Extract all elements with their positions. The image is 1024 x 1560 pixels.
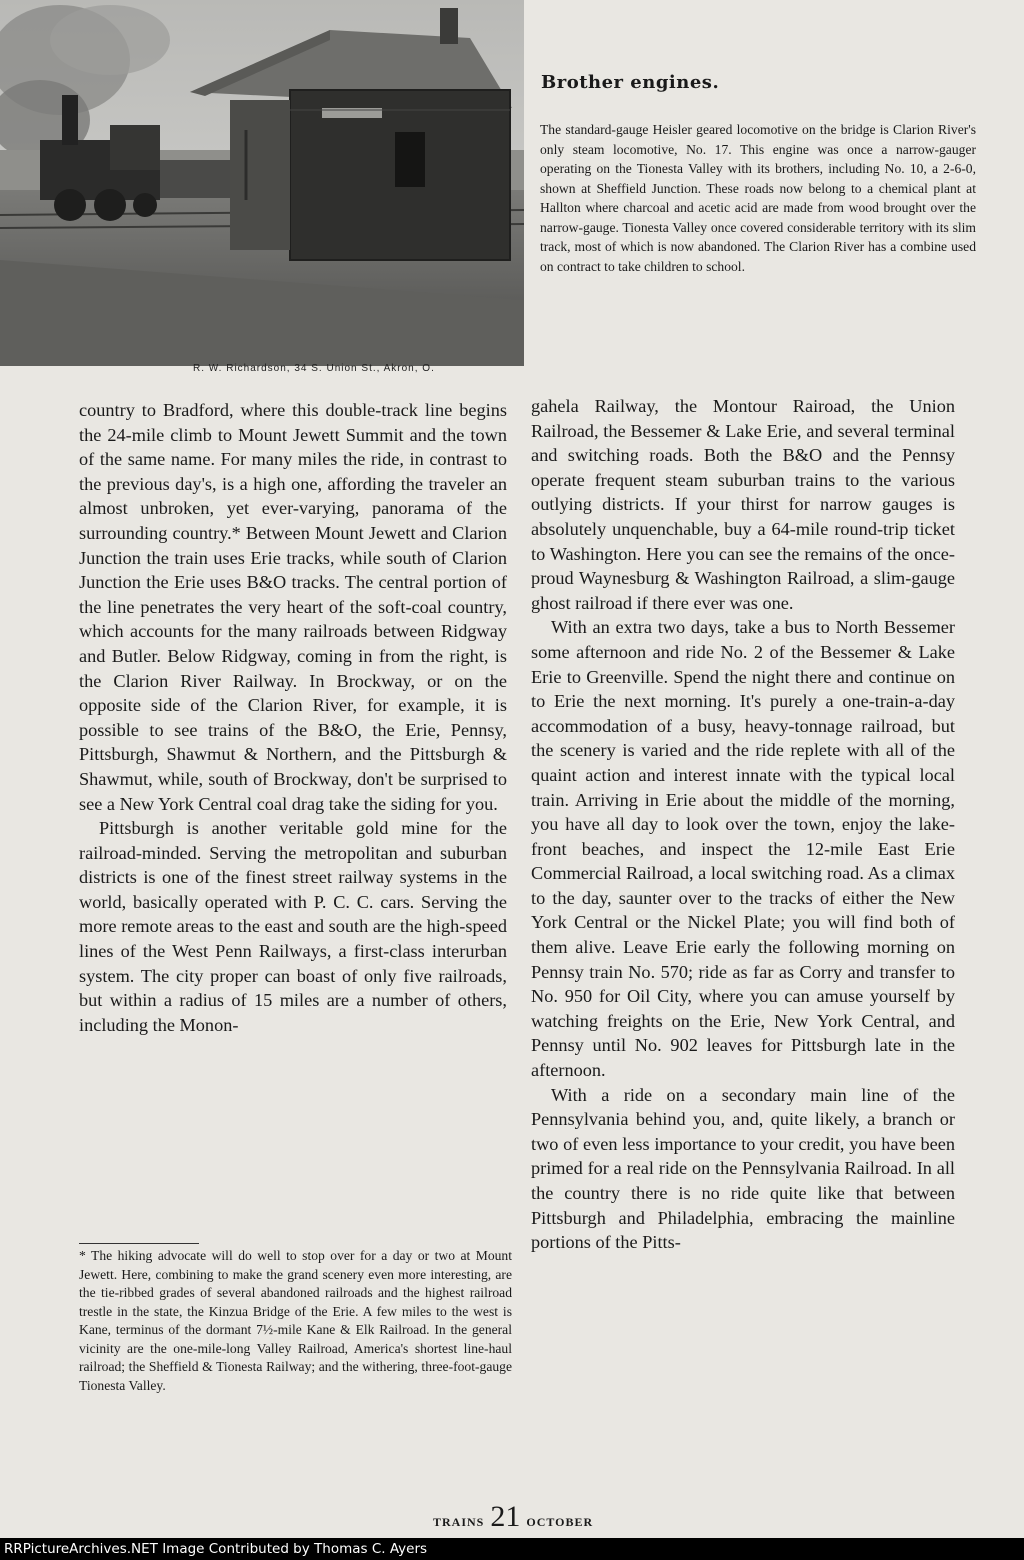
- left-column: [79, 398, 507, 1037]
- watermark-bar: RRPictureArchives.NET Image Contributed by Thomas C. Ayers: [0, 1538, 1024, 1560]
- footnote: * The hiking advocate will do well to stop over for a day or two at Mount Jewett. Here, combining to make the grand scenery even more interesting, are the tie-ribbed grades of several abandoned railroads and the highest railroad trestle in the state, the Kinzua Bridge of the Erie. A few miles to the west is Kane, terminus of the dormant 7½-mile Kane & Elk Railroad. In the general vicinity are the one-mile-long Valley Railroad, America's shortest line-haul railroad; the Sheffield & Tionesta Railway; and the withering, three-foot-gauge Tionesta Valley.: [79, 1248, 512, 1393]
- footer-month: OCTOBER: [526, 1515, 594, 1529]
- footnote-divider: [79, 1243, 199, 1244]
- caption-title: Brother engines.: [541, 72, 720, 93]
- page-number: 21: [490, 1500, 521, 1533]
- right-paragraph-2: With an extra two days, take a bus to North Bessemer some afternoon and ride No. 2 of the Bessemer & Lake Erie to Greenville. Spend the night there and continue on to Erie the next morning. It's purely a one-train-a-day accommodation of a busy, heavy-tonnage railroad, but the scenery is varied and the ride replete with all of the quaint action and interest innate with the typical local train. Arriving in Erie about the middle of the morning, you have all day to look over the town, enjoy the lake-front beaches, and inspect the 12-mile East Erie Commercial Railroad, a local switching road. As a climax to the day, saunter over to the tracks of either the New York Central or the Nickel Plate; you will find both of them alive. Leave Erie early the following morning on Pennsy train No. 570; ride as far as Corry and transfer to No. 950 for Oil City, where you can amuse yourself by watching freights on the Erie, New York Central, and Pennsy until No. 902 leaves for Pittsburgh late in the afternoon.: [531, 617, 955, 1081]
- right-paragraph-3: With a ride on a secondary main line of the Pennsylvania behind you, and, quite likely, a branch or two of even less importance to your credit, you have been primed for a real ride on the Pennsylvania Railroad. In all the country there is no ride quite like that between Pittsburgh and Philadelphia, embracing the mainline portions of the Pitts-: [531, 1084, 955, 1253]
- caption-body: The standard-gauge Heisler geared locomotive on the bridge is Clarion River's only steam locomotive, No. 17. This engine was once a narrow-gauger operating on the Tionesta Valley with its brothers, including No. 10, a 2-6-0, shown at Sheffield Junction. These roads now belong to a chemical plant at Hallton where charcoal and acetic acid are made from wood brought over the narrow-gauge. Tionesta Valley once covered considerable territory with its slim track, most of which is now abandoned. The Clarion River has a combine used on contract to take children to school.: [540, 122, 976, 274]
- page-footer: [433, 1500, 593, 1534]
- right-column: [531, 394, 955, 1255]
- left-paragraph-1: country to Bradford, where this double-track line begins the 24-mile climb to Mount Jewett Summit and the town of the same name. For many miles the ride, in contrast to the previous day's, is a high one, affording the traveler an almost unbroken, yet ever-varying, panorama of the surrounding country.* Between Mount Jewett and Clarion Junction the train uses Erie tracks, while south of Clarion Junction the Erie uses B&O tracks. The central portion of the line penetrates the very heart of the soft-coal country, which accounts for the many railroads between Ridgway and Butler. Below Ridgway, coming in from the right, is the Clarion River Railway. In Brockway, or on the opposite side of the Clarion River, for example, it is possible to see trains of the B&O, the Erie, Pennsy, Pittsburgh, Shawmut & Northern, and the Pittsburgh & Shawmut, while, south of Brockway, don't be surprised to see a New York Central coal drag take the siding for you.: [79, 400, 507, 814]
- footer-magazine: TRAINS: [433, 1515, 485, 1529]
- left-paragraph-2: Pittsburgh is another veritable gold mine for the railroad-minded. Serving the metropolitan and suburban districts is one of the finest street railway systems in the world, basically operated with P. C. C. cars. Serving the more remote areas to the east and south are the high-speed lines of the West Penn Railways, a first-class interurban system. The city proper can boast of only five railroads, but within a radius of 15 miles are a number of others, including the Monon-: [79, 818, 507, 1035]
- photo-illustration: [0, 0, 524, 366]
- right-paragraph-1: gahela Railway, the Montour Rairoad, the Union Railroad, the Bessemer & Lake Erie, and several terminal and switching roads. Both the B&O and the Pennsy operate frequent steam suburban trains to the various outlying districts. If your thirst for narrow gauges is absolutely unquenchable, buy a 64-mile round-trip ticket to Washington. Here you can see the remains of the once-proud Waynesburg & Washington Railroad, a slim-gauge ghost railroad if there ever was one.: [531, 396, 955, 613]
- photo-credit: R. W. Richardson, 34 S. Union St., Akron, O.: [193, 363, 435, 374]
- locomotive-station-photo: [0, 0, 524, 366]
